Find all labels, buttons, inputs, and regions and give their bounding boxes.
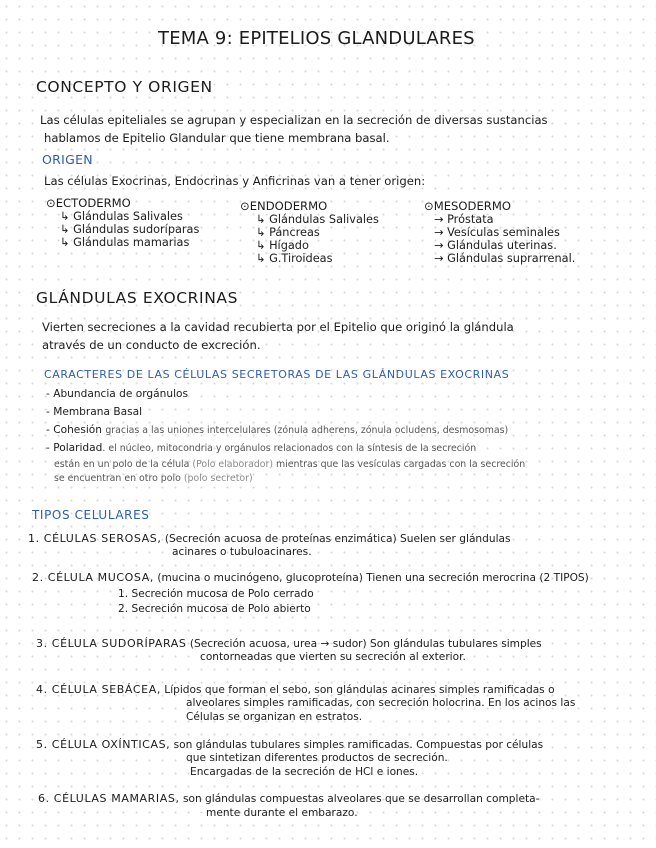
note-text: mientras que las vesículas cargadas con la secreción [276,459,526,470]
germ-list [60,210,199,249]
concepto-line-2: hablamos de Epitelio Glandular que tiene membrana basal. [44,131,390,145]
list-item: Glándulas Salivales [269,213,379,226]
page-title: TEMA 9: EPITELIOS GLANDULARES [158,28,475,49]
section-heading-concepto: CONCEPTO Y ORIGEN [36,78,213,96]
bullet-note: gracias a las uniones intercelulares (zónula adherens, zónula ocludens, desmosomas) [105,425,509,436]
tipo-sudoriparas-line-2: contorneadas que vierten su secreción al exterior. [200,651,466,663]
germ-name: MESODERMO [433,199,511,213]
subheading-tipos: TIPOS CELULARES [32,508,150,522]
list-item: Páncreas [269,226,320,239]
exocrinas-line-1: Vierten secreciones a la cavidad recubierta por el Epitelio que originó la glándula [42,320,514,334]
tipo-label: 5. CÉLULA OXÍNTICAS, [36,738,171,751]
bullet-text: Polaridad [53,442,103,454]
arrow-icon: ↳ [60,223,74,236]
tipo-serosas [28,532,511,545]
polaridad-line-2 [54,459,525,470]
subheading-origen: ORIGEN [42,152,93,167]
arrow-icon: → [434,226,448,239]
note-grey: (Polo elaborador) [192,459,274,470]
tipo-oxinticas-line-2: que sintetizan diferentes productos de secreción. [186,752,448,764]
target-icon: ⊙ [46,196,56,210]
tipo-oxinticas [36,738,543,751]
tipo-serosas-line-2: acinares o tubuloacinares. [172,546,312,558]
arrow-icon: ↳ [256,252,270,265]
tipo-text: (Secreción acuosa de proteínas enzimática) Suelen ser glándulas [164,533,511,545]
tipo-mucosa-sub-2: 2. Secreción mucosa de Polo abierto [118,603,311,615]
list-item: Glándulas uterinas. [447,239,557,252]
note-text: se encuentran en otro polo [54,473,181,484]
tipo-sudoriparas [36,637,542,650]
list-item: Glándulas Salivales [73,210,183,223]
list-item: Vesículas seminales [447,226,560,239]
tipo-label: 1. CÉLULAS SEROSAS, [28,532,162,545]
tipo-label: 3. CÉLULA SUDORÍPARAS [36,637,187,650]
arrow-icon: → [434,213,448,226]
target-icon: ⊙ [240,199,250,213]
tipo-sebacea [36,683,555,696]
concepto-line-1: Las células epiteliales se agrupan y especializan en la secreción de diversas sustancias [40,113,548,127]
exocrinas-line-2: através de un conducto de excreción. [42,338,261,352]
arrow-icon: ↳ [256,239,270,252]
target-icon: ⊙ [424,199,434,213]
bullet-note: . el núcleo, mitocondria y orgánulos relacionados con la síntesis de la secreción [102,443,477,454]
tipo-label: 6. CÉLULAS MAMARIAS, [38,792,180,805]
bullet-polaridad: - Polaridad. el núcleo, mitocondria y orgánulos relacionados con la síntesis de la secreción [46,442,477,454]
bullet-text: Cohesión [53,424,102,436]
germ-column-ectodermo [46,196,199,249]
tipo-mamarias [38,792,539,805]
bullet-text: Membrana Basal [53,406,143,418]
note-text: están en un polo de la célula [54,459,190,470]
tipo-text: (mucina o mucinógeno, glucoproteína) Tienen una secreción merocrina (2 TIPOS) [157,572,589,584]
arrow-icon: → [434,252,448,265]
bullet-abundancia: - Abundancia de orgánulos [46,388,189,400]
tipo-text: (Secreción acuosa, urea → sudor) Son glándulas tubulares simples [189,638,542,650]
tipo-mamarias-line-2: mente durante el embarazo. [206,807,358,819]
tipo-text: Lípidos que forman el sebo, son glándulas acinares simples ramificadas o [164,684,555,696]
germ-column-mesodermo [424,199,575,265]
arrow-icon: ↳ [256,213,270,226]
list-item: Glándulas sudoríparas [73,223,200,236]
germ-list [434,213,575,265]
note-grey: (polo secretor) [183,473,253,484]
bullet-text: Abundancia de orgánulos [53,388,189,400]
arrow-icon: ↳ [256,226,270,239]
germ-list [256,213,379,265]
list-item: Próstata [447,213,494,226]
tipo-text: son glándulas compuestas alveolares que se desarrollan completa- [182,793,540,805]
tipo-label: 4. CÉLULA SEBÁCEA, [36,683,161,696]
tipo-mucosa [32,571,589,584]
tipo-sebacea-line-2: alveolares simples ramificadas, con secreción holocrina. En los acinos las [186,697,576,709]
tipo-label: 2. CÉLULA MUCOSA, [32,571,154,584]
bullet-membrana: - Membrana Basal [46,406,143,418]
tipo-text: son glándulas tubulares simples ramificadas. Compuestas por células [173,739,544,751]
germ-column-endodermo [240,199,379,265]
arrow-icon: ↳ [60,236,74,249]
arrow-icon: → [434,239,448,252]
germ-name: ECTODERMO [55,196,131,210]
bullet-cohesion: - Cohesión gracias a las uniones intercelulares (zónula adherens, zónula ocludens, desmosomas) [46,424,509,436]
origen-intro: Las células Exocrinas, Endocrinas y Anficrinas van a tener origen: [44,174,426,188]
list-item: Glándulas mamarias [73,236,190,249]
tipo-sebacea-line-3: Células se organizan en estratos. [186,711,363,723]
tipo-oxinticas-line-3: Encargadas de la secreción de HCl e iones. [190,766,419,778]
list-item: Hígado [269,239,309,252]
polaridad-line-3 [54,473,253,484]
arrow-icon: ↳ [60,210,74,223]
list-item: G.Tiroideas [269,252,333,265]
germ-name: ENDODERMO [249,199,328,213]
section-heading-exocrinas: GLÁNDULAS EXOCRINAS [36,289,239,307]
subheading-caracteres: CARACTERES DE LAS CÉLULAS SECRETORAS DE LAS GLÁNDULAS EXOCRINAS [44,368,510,381]
list-item: Glándulas suprarrenal. [447,252,576,265]
tipo-mucosa-sub-1: 1. Secreción mucosa de Polo cerrado [118,588,314,600]
